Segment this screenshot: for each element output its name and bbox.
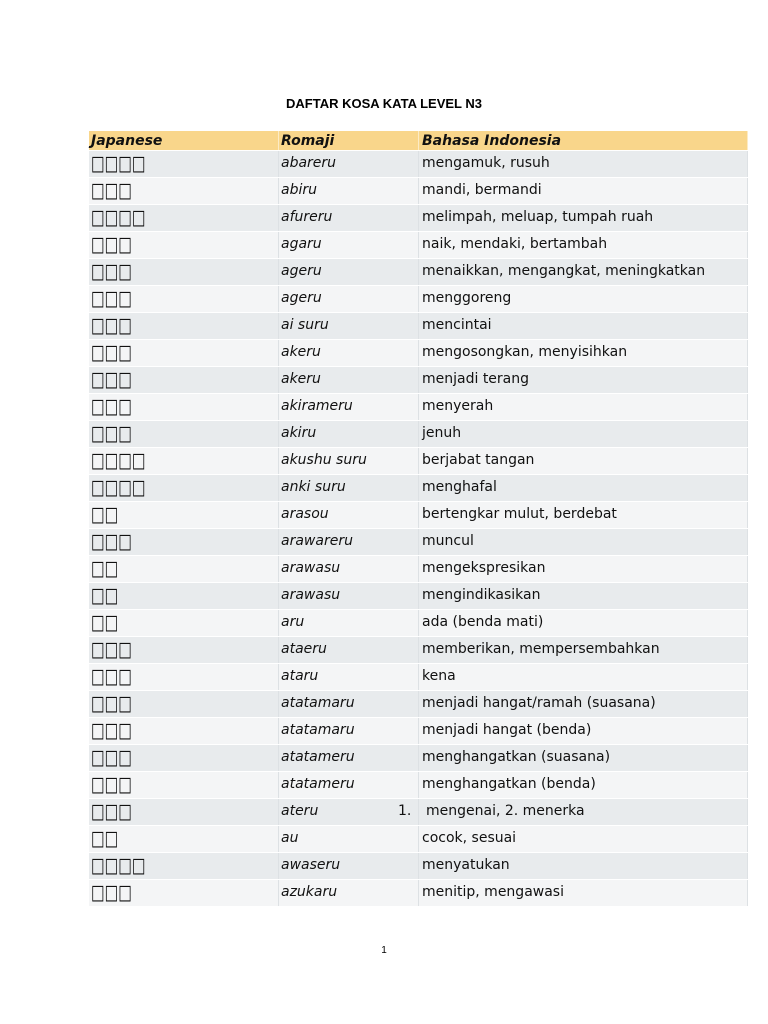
romaji-cell: akeru [279,367,419,393]
japanese-cell [89,340,279,366]
indonesian-cell [419,367,748,393]
table-row [89,664,748,691]
table-row [89,394,748,421]
romaji-cell: akeru [279,340,419,366]
japanese-word: □□□ [91,394,132,419]
romaji-cell: ageru [279,259,419,285]
japanese-word: □□□ [91,772,132,797]
table-row [89,583,748,610]
table-header-row [89,131,748,151]
indonesian-cell [419,745,748,771]
indonesian-cell [419,394,748,420]
romaji-cell: akushu suru [279,448,419,474]
japanese-word: □□□ [91,691,132,716]
table-row [89,340,748,367]
romaji-cell: atatameru [279,772,419,798]
japanese-cell [89,826,279,852]
indonesian-cell [419,556,748,582]
indonesian-cell [419,502,748,528]
indonesian-meaning: mengekspresikan [422,560,546,576]
japanese-cell [89,475,279,501]
japanese-cell [89,313,279,339]
indonesian-cell [419,610,748,636]
japanese-word: □□ [91,610,119,635]
indonesian-cell [419,340,748,366]
japanese-word: □□□□ [91,205,146,230]
indonesian-cell [419,772,748,798]
japanese-cell [89,232,279,258]
japanese-cell [89,502,279,528]
indonesian-meaning: bertengkar mulut, berdebat [422,506,617,522]
table-row [89,880,748,907]
indonesian-meaning: mengindikasikan [422,587,541,603]
indonesian-meaning: menaikkan, mengangkat, meningkatkan [422,263,706,279]
romaji-cell: azukaru [279,880,419,906]
table-row [89,151,748,178]
table-row [89,853,748,880]
vocabulary-table [89,131,748,907]
romaji-cell: aru [279,610,419,636]
japanese-word: □□□ [91,340,132,365]
table-row [89,475,748,502]
japanese-word: □□ [91,556,119,581]
romaji-cell: afureru [279,205,419,231]
indonesian-meaning: menyatukan [422,857,510,873]
indonesian-cell [419,529,748,555]
indonesian-cell [419,178,748,204]
page-number: 1 [381,945,387,956]
table-row [89,691,748,718]
indonesian-meaning: melimpah, meluap, tumpah ruah [422,209,654,225]
indonesian-cell [419,718,748,744]
indonesian-meaning: menggoreng [422,290,512,306]
japanese-cell [89,205,279,231]
japanese-cell [89,556,279,582]
japanese-word: □□□□ [91,475,146,500]
table-body [89,151,748,907]
japanese-cell [89,583,279,609]
table-row [89,826,748,853]
romaji-cell: abareru [279,151,419,177]
indonesian-meaning: mencintai [422,317,492,333]
romaji-cell: atatamaru [279,691,419,717]
indonesian-meaning: ada (benda mati) [422,614,544,630]
column-header-japanese: Japanese [89,131,279,150]
table-row [89,286,748,313]
table-row [89,718,748,745]
table-row [89,367,748,394]
japanese-word: □□□ [91,799,132,824]
table-row [89,313,748,340]
table-row [89,556,748,583]
indonesian-cell [419,637,748,663]
japanese-word: □□ [91,583,119,608]
japanese-cell [89,853,279,879]
indonesian-cell [419,448,748,474]
japanese-word: □□□□ [91,853,146,878]
japanese-cell [89,880,279,906]
indonesian-cell [419,853,748,879]
indonesian-meaning: naik, mendaki, bertambah [422,236,608,252]
indonesian-meaning: menitip, mengawasi [422,884,564,900]
japanese-cell [89,529,279,555]
japanese-cell [89,178,279,204]
indonesian-cell [419,313,748,339]
table-row [89,448,748,475]
japanese-word: □□□ [91,880,132,905]
japanese-cell [89,745,279,771]
japanese-word: □□□ [91,718,132,743]
romaji-cell: agaru [279,232,419,258]
indonesian-meaning: muncul [422,533,474,549]
japanese-cell [89,286,279,312]
romaji-cell: akiru [279,421,419,447]
indonesian-cell [419,583,748,609]
page-title: DAFTAR KOSA KATA LEVEL N3 [286,96,482,111]
romaji-cell: abiru [279,178,419,204]
table-row [89,529,748,556]
table-row [89,799,748,826]
japanese-cell [89,448,279,474]
indonesian-meaning: menghafal [422,479,497,495]
indonesian-cell [419,691,748,717]
japanese-cell [89,259,279,285]
indonesian-cell [419,286,748,312]
japanese-word: □□□ [91,529,132,554]
romaji-cell: anki suru [279,475,419,501]
japanese-word: □□□ [91,313,132,338]
indonesian-meaning: menjadi hangat (benda) [422,722,592,738]
romaji-cell: arawareru [279,529,419,555]
indonesian-meaning: mandi, bermandi [422,182,542,198]
japanese-cell [89,637,279,663]
japanese-word: □□□□ [91,151,146,176]
romaji-cell: ataeru [279,637,419,663]
table-row [89,421,748,448]
table-row [89,502,748,529]
table-row [89,205,748,232]
indonesian-cell [419,259,748,285]
indonesian-cell [398,799,748,825]
table-row [89,178,748,205]
romaji-cell: ataru [279,664,419,690]
romaji-cell: atatamaru [279,718,419,744]
japanese-cell [89,664,279,690]
list-marker: 1. [398,803,412,819]
japanese-cell [89,772,279,798]
column-header-indonesian: Bahasa Indonesia [419,131,748,150]
indonesian-meaning: mengenai, 2. menerka [426,803,585,819]
indonesian-cell [419,151,748,177]
japanese-cell [89,367,279,393]
column-header-romaji: Romaji [279,131,419,150]
indonesian-meaning: menjadi hangat/ramah (suasana) [422,695,656,711]
indonesian-meaning: menghangatkan (suasana) [422,749,611,765]
japanese-cell [89,718,279,744]
table-row [89,232,748,259]
japanese-cell [89,394,279,420]
japanese-word: □□□ [91,286,132,311]
indonesian-meaning: berjabat tangan [422,452,535,468]
japanese-word: □□□□ [91,448,146,473]
japanese-word: □□ [91,502,119,527]
japanese-cell [89,421,279,447]
table-row [89,745,748,772]
japanese-word: □□□ [91,745,132,770]
japanese-cell [89,151,279,177]
romaji-cell: akirameru [279,394,419,420]
romaji-cell: arawasu [279,556,419,582]
indonesian-cell [419,205,748,231]
romaji-cell: ateru [279,799,419,825]
japanese-word: □□ [91,826,119,851]
romaji-cell: ageru [279,286,419,312]
japanese-word: □□□ [91,178,132,203]
indonesian-meaning: kena [422,668,456,684]
indonesian-cell [419,880,748,906]
japanese-word: □□□ [91,259,132,284]
indonesian-cell [419,475,748,501]
japanese-word: □□□ [91,637,132,662]
indonesian-meaning: menyerah [422,398,494,414]
indonesian-meaning: mengosongkan, menyisihkan [422,344,628,360]
table-row [89,259,748,286]
japanese-word: □□□ [91,421,132,446]
indonesian-meaning: cocok, sesuai [422,830,517,846]
romaji-cell: au [279,826,419,852]
romaji-cell: ai suru [279,313,419,339]
indonesian-meaning: menghangatkan (benda) [422,776,596,792]
indonesian-cell [419,664,748,690]
indonesian-meaning: mengamuk, rusuh [422,155,550,171]
romaji-cell: awaseru [279,853,419,879]
japanese-cell [89,691,279,717]
japanese-cell [89,610,279,636]
romaji-cell: arasou [279,502,419,528]
table-row [89,610,748,637]
romaji-cell: atatameru [279,745,419,771]
romaji-cell: arawasu [279,583,419,609]
japanese-word: □□□ [91,664,132,689]
table-row [89,637,748,664]
japanese-word: □□□ [91,367,132,392]
indonesian-cell [419,421,748,447]
indonesian-meaning: menjadi terang [422,371,530,387]
indonesian-meaning: memberikan, mempersembahkan [422,641,660,657]
indonesian-cell [419,232,748,258]
indonesian-meaning: jenuh [422,425,462,441]
japanese-word: □□□ [91,232,132,257]
japanese-cell [89,799,279,825]
indonesian-cell [419,826,748,852]
table-row [89,772,748,799]
